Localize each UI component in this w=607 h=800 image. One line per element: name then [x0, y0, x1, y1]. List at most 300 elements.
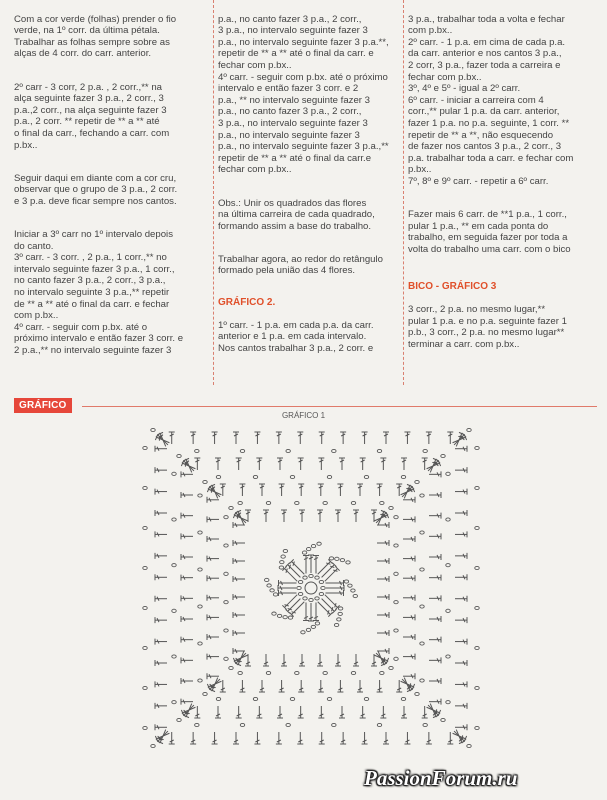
stitch-symbol	[169, 732, 175, 744]
stitch-symbol	[403, 516, 415, 522]
chain-symbol	[143, 686, 147, 689]
stitch-symbol	[377, 540, 389, 546]
stitch-symbol	[207, 595, 219, 601]
chain-symbol	[315, 576, 319, 579]
stitch-symbol	[279, 590, 297, 596]
chain-symbol	[224, 544, 228, 547]
chain-symbol	[283, 616, 287, 619]
stitch-symbol	[319, 596, 336, 613]
stitch-symbol	[426, 432, 432, 444]
heading-bico: BICO - GRÁFICO 3	[408, 281, 497, 293]
stitch-symbol	[429, 533, 441, 539]
chain-symbol	[323, 671, 327, 674]
stitch-symbol	[233, 732, 239, 744]
chain-symbol	[351, 501, 355, 504]
stitch-symbol	[299, 510, 305, 522]
stitch-symbol	[308, 603, 314, 621]
chain-symbol	[286, 449, 290, 452]
chain-symbol	[290, 475, 294, 478]
stitch-symbol	[455, 681, 467, 687]
chain-symbol	[143, 486, 147, 489]
chain-symbol	[240, 449, 244, 452]
chain-symbol	[332, 723, 336, 726]
chain-symbol	[265, 578, 269, 581]
stitch-symbol	[455, 724, 467, 730]
stitch-symbol	[276, 732, 282, 744]
chain-symbol	[172, 701, 176, 704]
stitch-symbol	[298, 458, 304, 470]
stitch-symbol	[233, 612, 245, 618]
stitch-symbol	[263, 510, 269, 522]
stitch-symbol	[429, 595, 441, 601]
stitch-symbol	[233, 576, 245, 582]
chain-symbol	[266, 501, 270, 504]
chain-symbol	[420, 642, 424, 645]
stitch-symbol	[447, 732, 453, 744]
stitch-symbol	[455, 467, 467, 473]
stitch-symbol	[155, 639, 167, 645]
stitch-symbol	[155, 489, 167, 495]
stitch-symbol	[155, 703, 167, 709]
stitch-symbol	[281, 654, 287, 666]
stitch-symbol	[318, 484, 324, 496]
stitch-symbol	[318, 680, 324, 692]
stitch-symbol	[357, 680, 363, 692]
chain-symbol	[195, 723, 199, 726]
chain-symbol	[253, 475, 257, 478]
chain-symbol	[394, 601, 398, 604]
chain-symbol	[198, 642, 202, 645]
chain-symbol	[277, 614, 281, 617]
chain-symbol	[446, 655, 450, 658]
stitch-symbol	[207, 516, 219, 522]
chain-symbol	[143, 446, 147, 449]
chain-symbol	[344, 580, 348, 583]
chain-symbol	[198, 605, 202, 608]
chain-symbol	[298, 580, 302, 583]
chain-symbol	[315, 597, 319, 600]
paragraph-bico: 3 corr., 2 p.a. no mesmo lugar,** pular 1 p.a. e no p.a. seguinte fazer 1 p.b., 3 corr., 2 p.a. no mesmo lugar** terminar a carr. com p.bx..	[408, 304, 567, 351]
stitch-symbol	[297, 732, 303, 744]
paragraph-row-2: 2º carr - 3 corr, 2 p.a. , 2 corr.,** na alça seguinte fazer 3 p.a., 2 corr., 3 p.a.,2 corr., na alça seguinte fazer 3 p.a., 2 corr. ** repetir de ** a ** até o final da carr., fechando a carr. com p.bx..	[14, 81, 170, 151]
stitch-symbol	[380, 706, 386, 718]
chain-symbol	[143, 566, 147, 569]
stitch-symbol	[303, 556, 309, 574]
stitch-symbol	[190, 732, 196, 744]
chain-symbol	[394, 657, 398, 660]
stitch-symbol	[263, 654, 269, 666]
stitch-symbol	[455, 510, 467, 516]
chain-symbol	[441, 454, 445, 457]
chain-symbol	[389, 506, 393, 509]
stitch-symbol	[259, 484, 265, 496]
chain-symbol	[420, 605, 424, 608]
chain-symbol	[351, 589, 355, 592]
stitch-symbol	[353, 510, 359, 522]
stitch-symbol	[303, 602, 309, 620]
chain-symbol	[415, 480, 419, 483]
chain-symbol	[323, 501, 327, 504]
stitch-symbol	[429, 616, 441, 622]
chain-symbol	[267, 584, 271, 587]
stitch-symbol	[298, 706, 304, 718]
stitch-symbol	[256, 706, 262, 718]
stitch-symbol	[377, 680, 383, 692]
chain-symbol	[348, 584, 352, 587]
stitch-symbol	[212, 432, 218, 444]
stitch-symbol	[254, 732, 260, 744]
chain-symbol	[340, 559, 344, 562]
stitch-symbol	[317, 654, 323, 666]
stitch-symbol	[403, 634, 415, 640]
stitch-symbol	[278, 585, 296, 591]
stitch-symbol	[340, 432, 346, 444]
chain-symbol	[281, 555, 285, 558]
chain-symbol	[253, 697, 257, 700]
stitch-symbol	[254, 432, 260, 444]
stitch-symbol	[215, 706, 221, 718]
chain-symbol	[203, 480, 207, 483]
stitch-symbol	[455, 660, 467, 666]
stitch-symbol	[313, 602, 319, 620]
stitch-symbol	[155, 553, 167, 559]
chain-symbol	[338, 612, 342, 615]
chain-symbol	[290, 697, 294, 700]
stitch-symbol	[455, 617, 467, 623]
chain-symbol	[198, 568, 202, 571]
chain-symbol	[475, 526, 479, 529]
chain-symbol	[297, 586, 301, 589]
chain-symbol	[446, 518, 450, 521]
stitch-symbol	[259, 680, 265, 692]
paragraph-grafico-2: 1º carr. - 1 p.a. em cada p.a. da carr. anterior e 1 p.a. em cada intervalo. Nos cantos trabalhar 3 p.a., 2 corr. e	[218, 319, 374, 355]
stitch-symbol	[455, 531, 467, 537]
chain-symbol	[216, 475, 220, 478]
stitch-symbol	[323, 593, 340, 610]
chain-symbol	[143, 606, 147, 609]
stitch-symbol	[233, 432, 239, 444]
stitch-symbol	[455, 639, 467, 645]
chain-symbol	[177, 454, 181, 457]
stitch-symbol	[233, 558, 245, 564]
stitch-symbol	[377, 630, 389, 636]
stitch-symbol	[286, 563, 303, 580]
chain-symbol	[353, 594, 357, 597]
chain-symbol	[334, 623, 338, 626]
stitch-symbol	[281, 510, 287, 522]
stitch-symbol	[353, 654, 359, 666]
chain-symbol	[229, 506, 233, 509]
stitch-symbol	[155, 681, 167, 687]
stitch-symbol	[377, 484, 383, 496]
text-column-2	[218, 2, 400, 376]
chain-symbol	[446, 472, 450, 475]
chain-symbol	[337, 618, 341, 621]
stitch-symbol	[337, 680, 343, 692]
stitch-symbol	[318, 458, 324, 470]
stitch-symbol	[236, 706, 242, 718]
crochet-chart-diagram	[126, 418, 496, 758]
stitch-symbol	[282, 566, 299, 583]
chain-symbol	[423, 449, 427, 452]
chain-symbol	[364, 475, 368, 478]
chain-symbol	[302, 551, 306, 554]
stitch-symbol	[277, 706, 283, 718]
center-ring	[305, 582, 317, 594]
chain-symbol	[288, 616, 292, 619]
stitch-symbol	[207, 654, 219, 660]
stitch-symbol	[316, 559, 333, 576]
chain-symbol	[394, 516, 398, 519]
chain-symbol	[303, 597, 307, 600]
stitch-symbol	[239, 484, 245, 496]
stitch-symbol	[286, 596, 303, 613]
stitch-symbol	[318, 706, 324, 718]
stitch-symbol	[256, 458, 262, 470]
stitch-symbol	[455, 553, 467, 559]
stitch-symbol	[316, 600, 333, 617]
stitch-symbol	[360, 706, 366, 718]
paragraph-more-rows: Fazer mais 6 carr. de **1 p.a., 1 corr., pular 1 p.a., ** em cada ponta do trabalho, em seguida fazer por toda a volta do trabalho uma carr. com o bico	[408, 209, 571, 255]
chain-symbol	[420, 531, 424, 534]
chain-symbol	[177, 718, 181, 721]
chain-symbol	[475, 606, 479, 609]
chain-symbol	[301, 631, 305, 634]
paragraph-row-4-cont: p.a., no canto fazer 3 p.a., 2 corr., 3 p.a., no intervalo seguinte fazer 3 p.a., no intervalo seguinte fazer 3 p.a.**, repetir de ** a ** até o final da carr. e fechar com p.bx.. 4º carr. - seguir com p.bx. até o próximo intervalo e então fazer 3 corr. e 2 p.a., ** no intervalo seguinte fazer 3 p.a., no canto fazer 3 p.a., 2 corr., 3 p.a., no intervalo seguinte fazer 3 p.a., no intervalo seguinte fazer 3 p.a., no intervalo seguinte fazer 3 p.a.,** repetir de ** a ** até o final da carr.e fechar com p.bx..	[218, 13, 389, 176]
chain-symbol	[475, 726, 479, 729]
chain-symbol	[321, 586, 325, 589]
stitch-symbol	[403, 556, 415, 562]
chain-symbol	[338, 607, 342, 610]
stitch-symbol	[289, 600, 306, 617]
chain-symbol	[143, 526, 147, 529]
stitch-symbol	[155, 596, 167, 602]
stitch-symbol	[207, 634, 219, 640]
chain-symbol	[151, 744, 155, 747]
stitch-symbol	[181, 595, 193, 601]
chain-symbol	[394, 544, 398, 547]
chain-symbol	[446, 609, 450, 612]
chain-symbol	[172, 564, 176, 567]
stitch-symbol	[155, 467, 167, 473]
chain-symbol	[346, 561, 350, 564]
stitch-symbol	[323, 566, 340, 583]
chain-symbol	[467, 428, 471, 431]
section-rule	[82, 406, 597, 407]
stitch-symbol	[404, 432, 410, 444]
stitch-symbol	[277, 458, 283, 470]
stitch-symbol	[339, 706, 345, 718]
chain-symbol	[224, 629, 228, 632]
stitch-symbol	[339, 458, 345, 470]
chain-symbol	[303, 576, 307, 579]
stitch-symbol	[181, 657, 193, 663]
chain-symbol	[273, 593, 277, 596]
stitch-symbol	[279, 580, 297, 586]
chain-symbol	[198, 494, 202, 497]
chain-symbol	[467, 744, 471, 747]
stitch-symbol	[429, 637, 441, 643]
stitch-symbol	[233, 540, 245, 546]
stitch-symbol	[377, 576, 389, 582]
chain-symbol	[329, 557, 333, 560]
stitch-symbol	[326, 585, 344, 591]
stitch-symbol	[403, 614, 415, 620]
stitch-symbol	[313, 556, 319, 574]
stitch-symbol	[319, 432, 325, 444]
chain-symbol	[446, 564, 450, 567]
chain-symbol	[240, 723, 244, 726]
stitch-symbol	[380, 458, 386, 470]
stitch-symbol	[335, 654, 341, 666]
chain-symbol	[327, 475, 331, 478]
stitch-symbol	[155, 574, 167, 580]
paragraph-rectangle: Trabalhar agora, ao redor do retângulo formado pela união das 4 flores.	[218, 253, 383, 277]
chain-symbol	[224, 657, 228, 660]
heading-grafico-2: GRÁFICO 2.	[218, 296, 276, 308]
chain-symbol	[224, 601, 228, 604]
stitch-symbol	[155, 660, 167, 666]
chain-symbol	[306, 628, 310, 631]
chain-symbol	[327, 697, 331, 700]
stitch-symbol	[155, 724, 167, 730]
chain-symbol	[266, 671, 270, 674]
chain-symbol	[203, 692, 207, 695]
chain-symbol	[380, 671, 384, 674]
stitch-symbol	[298, 484, 304, 496]
paragraph-leaves: Com a cor verde (folhas) prender o fio verde, na 1º corr. da última pétala. Trabalhar as folhas sempre sobre as alças de 4 corr. do carr. anterior.	[14, 13, 177, 60]
stitch-symbol	[403, 654, 415, 660]
chain-symbol	[389, 666, 393, 669]
chain-symbol	[280, 561, 284, 564]
paragraph-row-3-4: Iniciar a 3º carr no 1º intervalo depois do canto. 3º carr. - 3 corr. , 2 p.a., 1 corr.,** no intervalo seguinte fazer 3 p.a., 1 corr., no canto fazer 3 p.a., 2 corr., 3 p.a., no intervalo seguinte 3 p.a.,** repetir de ** a ** até o final da carr. e fechar com p.bx.. 4º carr. - seguir com p.bx. até o próximo intervalo e então fazer 3 corr. e 2 p.a.,** no intervalo seguinte fazer 3	[14, 229, 184, 357]
chain-symbol	[394, 572, 398, 575]
stitch-symbol	[215, 458, 221, 470]
stitch-symbol	[429, 492, 441, 498]
chain-symbol	[309, 574, 313, 577]
column-divider-2	[403, 0, 404, 385]
chain-symbol	[319, 580, 323, 583]
stitch-symbol	[429, 513, 441, 519]
stitch-symbol	[325, 580, 343, 586]
paragraph-obs: Obs.: Unir os quadrados das flores na última carreira de cada quadrado, formando assim a base do trabalho.	[218, 197, 375, 232]
stitch-symbol	[207, 536, 219, 542]
stitch-symbol	[299, 654, 305, 666]
stitch-symbol	[455, 574, 467, 580]
stitch-symbol	[317, 510, 323, 522]
chain-symbol	[475, 686, 479, 689]
stitch-symbol	[169, 432, 175, 444]
chain-symbol	[195, 449, 199, 452]
chain-symbol	[309, 598, 313, 601]
stitch-symbol	[403, 575, 415, 581]
stitch-symbol	[404, 732, 410, 744]
stitch-symbol	[377, 594, 389, 600]
chain-symbol	[151, 428, 155, 431]
stitch-symbol	[181, 616, 193, 622]
chain-symbol	[298, 592, 302, 595]
stitch-symbol	[155, 510, 167, 516]
chain-symbol	[216, 697, 220, 700]
chain-symbol	[143, 726, 147, 729]
chain-symbol	[446, 701, 450, 704]
chain-symbol	[401, 475, 405, 478]
stitch-symbol	[429, 678, 441, 684]
stitch-symbol	[308, 555, 314, 573]
stitch-symbol	[455, 596, 467, 602]
stitch-symbol	[233, 630, 245, 636]
chain-symbol	[272, 612, 276, 615]
stitch-symbol	[297, 432, 303, 444]
chain-symbol	[415, 692, 419, 695]
chain-symbol	[351, 671, 355, 674]
chain-symbol	[475, 646, 479, 649]
chain-symbol	[224, 516, 228, 519]
text-column-1	[14, 2, 210, 378]
watermark-logo: PassionForum.ru	[364, 766, 518, 790]
stitch-symbol	[383, 732, 389, 744]
chain-symbol	[475, 566, 479, 569]
chain-symbol	[198, 531, 202, 534]
chain-symbol	[377, 449, 381, 452]
chain-symbol	[380, 501, 384, 504]
chain-symbol	[420, 568, 424, 571]
chain-symbol	[475, 486, 479, 489]
stitch-symbol	[207, 614, 219, 620]
chain-symbol	[377, 723, 381, 726]
stitch-symbol	[377, 612, 389, 618]
stitch-symbol	[298, 680, 304, 692]
stitch-symbol	[325, 590, 343, 596]
chain-symbol	[420, 679, 424, 682]
chain-symbol	[401, 697, 405, 700]
chain-symbol	[394, 629, 398, 632]
stitch-symbol	[181, 513, 193, 519]
chain-symbol	[198, 679, 202, 682]
chain-symbol	[335, 557, 339, 560]
chain-symbol	[311, 544, 315, 547]
stitch-symbol	[429, 554, 441, 560]
stitch-symbol	[362, 732, 368, 744]
section-tag-grafico: GRÁFICO	[14, 398, 72, 413]
stitch-symbol	[279, 484, 285, 496]
stitch-symbol	[282, 593, 299, 610]
chart-title: GRÁFICO 1	[281, 411, 326, 420]
stitch-symbol	[181, 492, 193, 498]
chain-symbol	[238, 501, 242, 504]
stitch-symbol	[233, 594, 245, 600]
text-column-3	[408, 2, 598, 372]
stitch-symbol	[181, 533, 193, 539]
stitch-symbol	[289, 559, 306, 576]
stitch-symbol	[383, 432, 389, 444]
chain-symbol	[315, 622, 319, 625]
stitch-symbol	[276, 432, 282, 444]
stitch-symbol	[279, 680, 285, 692]
chain-symbol	[172, 472, 176, 475]
stitch-symbol	[455, 489, 467, 495]
stitch-symbol	[207, 556, 219, 562]
chain-symbol	[238, 671, 242, 674]
stitch-symbol	[455, 446, 467, 452]
chain-symbol	[332, 449, 336, 452]
stitch-symbol	[362, 432, 368, 444]
stitch-symbol	[360, 458, 366, 470]
chain-symbol	[311, 625, 315, 628]
stitch-symbol	[426, 732, 432, 744]
chain-symbol	[295, 501, 299, 504]
stitch-symbol	[319, 732, 325, 744]
